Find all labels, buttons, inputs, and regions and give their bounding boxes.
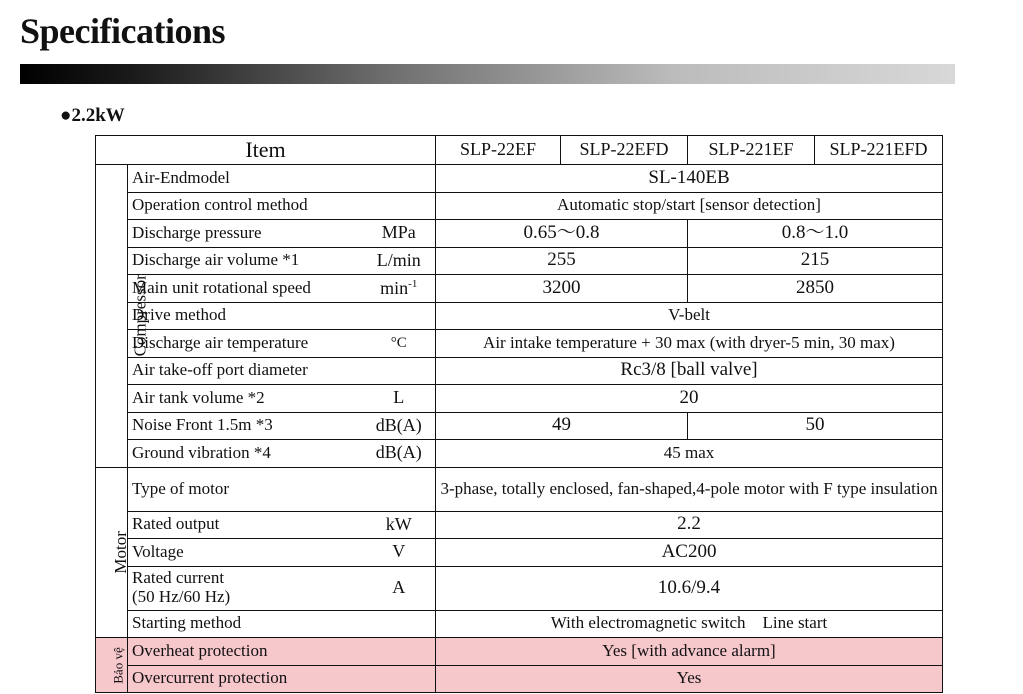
row-label: Air tank volume *2 <box>128 385 363 413</box>
row-label: Discharge air volume *1 <box>128 247 363 275</box>
page-title: Specifications <box>20 11 225 51</box>
row-value: With electromagnetic switch Line start <box>436 610 943 638</box>
row-value: SL-140EB <box>436 165 943 193</box>
row-unit <box>363 192 436 220</box>
row-unit: L/min <box>363 247 436 275</box>
row-unit: °C <box>363 330 436 358</box>
row-unit <box>363 165 436 193</box>
item-header: Item <box>96 136 436 165</box>
row-label: Ground vibration *4 <box>128 440 363 468</box>
row-unit: V <box>363 539 436 567</box>
category-motor: Motor <box>96 467 128 638</box>
table-row <box>96 247 943 275</box>
row-label: Discharge pressure <box>128 220 363 248</box>
row-label: Discharge air temperature <box>128 330 363 358</box>
row-label: Rated current (50 Hz/60 Hz) <box>128 566 363 610</box>
row-value: Air intake temperature + 30 max (with dryer-5 min, 30 max) <box>436 330 943 358</box>
model-header-4: SLP-221EFD <box>815 136 943 165</box>
row-value-right: 2850 <box>688 275 943 303</box>
table-row-highlighted <box>96 638 943 666</box>
row-value: Yes [with advance alarm] <box>436 638 943 666</box>
row-value: 20 <box>436 385 943 413</box>
model-header-1: SLP-22EF <box>436 136 561 165</box>
row-unit: L <box>363 385 436 413</box>
table-row <box>96 440 943 468</box>
row-label: Type of motor <box>128 467 363 511</box>
table-header-row <box>96 136 943 165</box>
row-value: 2.2 <box>436 511 943 539</box>
row-value-right: 50 <box>688 412 943 440</box>
row-value: Automatic stop/start [sensor detection] <box>436 192 943 220</box>
row-unit <box>363 302 436 330</box>
table-row <box>96 511 943 539</box>
row-value-right: 0.8〜1.0 <box>688 220 943 248</box>
table-row <box>96 302 943 330</box>
category-compressor: Compressor <box>96 165 128 468</box>
row-value-right: 215 <box>688 247 943 275</box>
section-subheading: ●2.2kW <box>60 105 125 126</box>
row-label: Noise Front 1.5m *3 <box>128 412 363 440</box>
table-row <box>96 275 943 303</box>
table-row <box>96 412 943 440</box>
table-row <box>96 385 943 413</box>
table-row <box>96 220 943 248</box>
row-unit <box>363 357 436 385</box>
row-value-left: 3200 <box>436 275 688 303</box>
table-row <box>96 610 943 638</box>
table-row <box>96 566 943 610</box>
row-label: Operation control method <box>128 192 363 220</box>
title-gradient-divider <box>20 64 955 84</box>
row-value: V-belt <box>436 302 943 330</box>
row-unit <box>363 467 436 511</box>
row-value: Yes <box>436 665 943 693</box>
table-row <box>96 165 943 193</box>
row-label: Drive method <box>128 302 363 330</box>
row-unit <box>363 610 436 638</box>
row-unit: MPa <box>363 220 436 248</box>
row-label: Overheat protection <box>128 638 363 666</box>
row-label: Voltage <box>128 539 363 567</box>
row-label: Air-Endmodel <box>128 165 363 193</box>
specifications-table <box>95 135 943 693</box>
row-unit: dB(A) <box>363 440 436 468</box>
row-value-left: 255 <box>436 247 688 275</box>
row-label: Overcurrent protection <box>128 665 363 693</box>
row-value: Rc3/8 [ball valve] <box>436 357 943 385</box>
row-unit: dB(A) <box>363 412 436 440</box>
category-safety: Bảo vệ <box>96 638 128 693</box>
table-row <box>96 467 943 511</box>
table-row <box>96 539 943 567</box>
row-value-left: 49 <box>436 412 688 440</box>
row-label: Main unit rotational speed <box>128 275 363 303</box>
model-header-2: SLP-22EFD <box>561 136 688 165</box>
table-row <box>96 357 943 385</box>
row-label: Rated output <box>128 511 363 539</box>
row-label: Starting method <box>128 610 363 638</box>
row-value: 45 max <box>436 440 943 468</box>
model-header-3: SLP-221EF <box>688 136 815 165</box>
row-unit <box>363 638 436 666</box>
row-label: Air take-off port diameter <box>128 357 363 385</box>
row-value: 10.6/9.4 <box>436 566 943 610</box>
row-value: 3-phase, totally enclosed, fan-shaped,4-pole motor with F type insulation <box>436 467 943 511</box>
row-value-left: 0.65〜0.8 <box>436 220 688 248</box>
row-value: AC200 <box>436 539 943 567</box>
row-unit: A <box>363 566 436 610</box>
table-row <box>96 192 943 220</box>
table-row <box>96 330 943 358</box>
row-unit: $\min^{-1}$ <box>363 275 436 303</box>
table-row-highlighted <box>96 665 943 693</box>
row-unit <box>363 665 436 693</box>
row-unit: kW <box>363 511 436 539</box>
